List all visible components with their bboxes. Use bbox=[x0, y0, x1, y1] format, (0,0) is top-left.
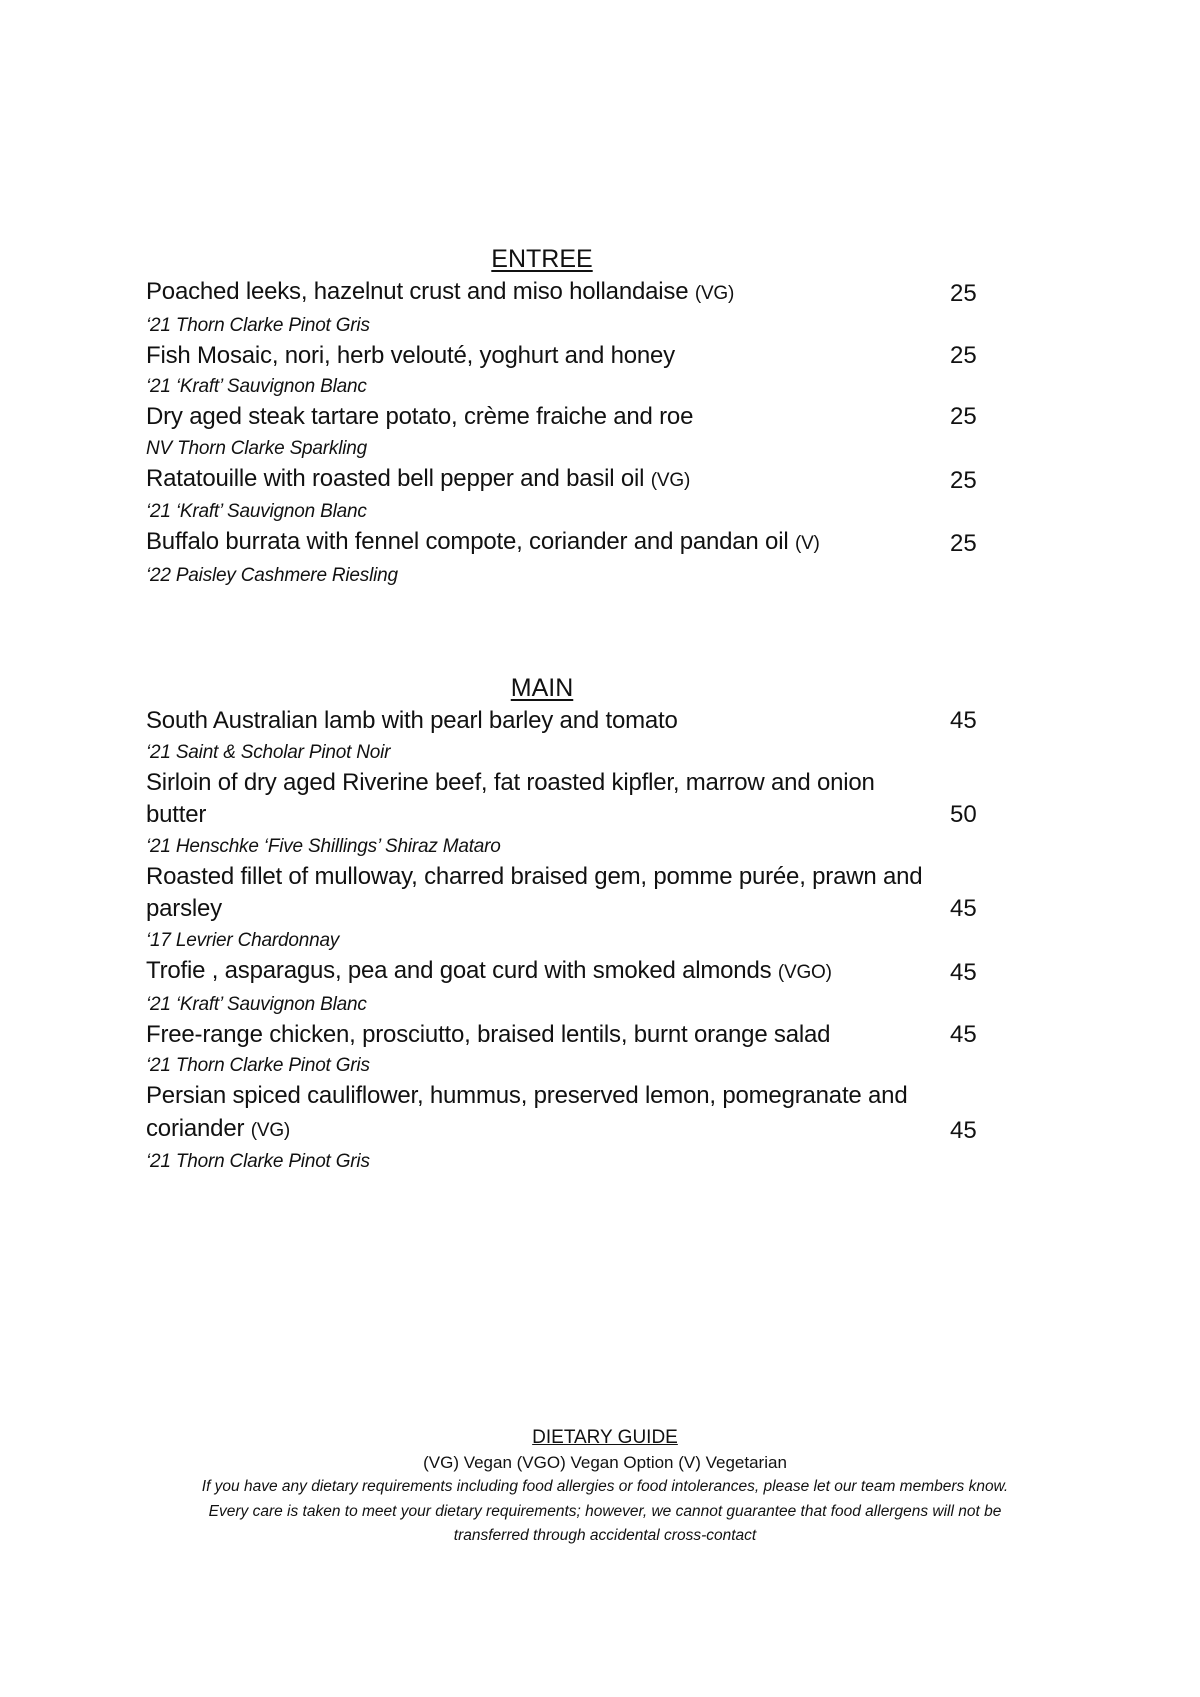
dish-name bbox=[146, 1019, 926, 1052]
wine-pairing: ‘22 Paisley Cashmere Riesling bbox=[146, 564, 398, 586]
menu-item bbox=[146, 401, 1006, 463]
menu-item bbox=[146, 955, 1006, 1019]
wine-pairing: ‘21 Thorn Clarke Pinot Gris bbox=[146, 1151, 370, 1173]
menu-item-line bbox=[146, 955, 1006, 990]
menu-item-line bbox=[146, 705, 1006, 738]
dish-price: 45 bbox=[950, 895, 977, 923]
menu-item-line bbox=[146, 276, 1006, 311]
main-heading: MAIN bbox=[510, 674, 574, 702]
wine-pairing: ‘17 Levrier Chardonnay bbox=[146, 929, 340, 951]
main-section bbox=[146, 672, 1006, 1176]
wine-pairing: NV Thorn Clarke Sparkling bbox=[146, 437, 367, 459]
dish-price: 45 bbox=[950, 1116, 977, 1144]
dish-name bbox=[146, 955, 926, 990]
menu-item bbox=[146, 526, 1006, 590]
dish-price: 25 bbox=[950, 530, 977, 558]
dish-name-text: Poached leeks, hazelnut crust and miso hollandaise bbox=[146, 278, 689, 305]
wine-pairing: ‘21 Thorn Clarke Pinot Gris bbox=[146, 314, 370, 336]
menu-item-line bbox=[146, 526, 1006, 561]
dish-name-text: South Australian lamb with pearl barley and tomato bbox=[146, 707, 678, 734]
dish-name bbox=[146, 276, 926, 311]
menu-item-line bbox=[146, 340, 1006, 373]
dish-name-text: Trofie , asparagus, pea and goat curd with smoked almonds bbox=[146, 956, 772, 984]
dietary-heading: DIETARY GUIDE bbox=[532, 1427, 678, 1448]
dish-name bbox=[146, 526, 926, 561]
entree-section bbox=[146, 243, 1006, 590]
dish-price: 25 bbox=[950, 466, 977, 494]
dish-price: 25 bbox=[950, 403, 977, 431]
dish-name bbox=[146, 401, 926, 434]
wine-pairing: ‘21 ‘Kraft’ Sauvignon Blanc bbox=[146, 376, 367, 398]
dietary-guide bbox=[0, 1426, 1200, 1549]
wine-pairing: ‘21 Saint & Scholar Pinot Noir bbox=[146, 741, 391, 763]
dish-name-text: Roasted fillet of mulloway, charred braised gem, pomme purée, prawn and parsley bbox=[146, 862, 923, 923]
menu-item-line bbox=[146, 1019, 1006, 1052]
dish-price: 45 bbox=[950, 958, 977, 986]
dish-price: 50 bbox=[950, 801, 977, 829]
dish-price: 25 bbox=[950, 341, 977, 369]
dietary-tag: (VG) bbox=[650, 469, 691, 491]
entree-heading: ENTREE bbox=[491, 245, 593, 273]
wine-pairing: ‘21 Thorn Clarke Pinot Gris bbox=[146, 1055, 370, 1077]
dish-name bbox=[146, 767, 926, 832]
dish-price: 45 bbox=[950, 1020, 977, 1048]
dietary-note-line: Every care is taken to meet your dietary requirements; however, we cannot guarantee that food allergens will not be bbox=[208, 1502, 1002, 1520]
dietary-tag: (VGO) bbox=[777, 961, 832, 983]
menu-item bbox=[146, 276, 1006, 340]
dish-name bbox=[146, 340, 926, 373]
dish-name bbox=[146, 705, 926, 738]
menu-item-line bbox=[146, 401, 1006, 434]
dish-price: 25 bbox=[950, 280, 977, 307]
dish-name-text: Ratatouille with roasted bell pepper and basil oil bbox=[146, 464, 645, 492]
wine-pairing: ‘21 ‘Kraft’ Sauvignon Blanc bbox=[146, 501, 367, 523]
menu-item bbox=[146, 767, 1006, 861]
menu-item bbox=[146, 1080, 1006, 1176]
menu-item bbox=[146, 705, 1006, 767]
dish-name-text: Dry aged steak tartare potato, crème fraiche and roe bbox=[146, 403, 694, 431]
dish-name-text: Sirloin of dry aged Riverine beef, fat roasted kipfler, marrow and onion butter bbox=[146, 768, 875, 829]
dish-name bbox=[146, 1080, 926, 1147]
wine-pairing: ‘21 ‘Kraft’ Sauvignon Blanc bbox=[146, 993, 367, 1015]
main-list bbox=[146, 705, 1006, 1176]
menu-item bbox=[146, 1019, 1006, 1081]
menu-item-line bbox=[146, 463, 1006, 498]
dish-name-text: Fish Mosaic, nori, herb velouté, yoghurt and honey bbox=[146, 341, 675, 369]
wine-pairing: ‘21 Henschke ‘Five Shillings’ Shiraz Mataro bbox=[146, 835, 501, 857]
dish-name bbox=[146, 861, 926, 926]
menu-item bbox=[146, 463, 1006, 527]
dish-name-text: Buffalo burrata with fennel compote, coriander and pandan oil bbox=[146, 528, 789, 556]
menu-item-line bbox=[146, 1080, 1006, 1147]
dish-price: 45 bbox=[950, 707, 977, 734]
menu-item bbox=[146, 861, 1006, 955]
dietary-note-line: If you have any dietary requirements including food allergies or food intolerances, please let our team members know. bbox=[201, 1478, 1009, 1495]
menu-item-line bbox=[146, 861, 1006, 926]
dietary-tag: (VG) bbox=[694, 283, 735, 304]
dietary-note-line: transferred through accidental cross-contact bbox=[453, 1527, 757, 1544]
menu-item-line bbox=[146, 767, 1006, 832]
dietary-tag: (VG) bbox=[250, 1119, 291, 1141]
entree-list bbox=[146, 276, 1006, 590]
menu-item bbox=[146, 340, 1006, 402]
dish-name bbox=[146, 463, 926, 498]
dietary-tag: (V) bbox=[794, 533, 820, 555]
dish-name-text: Free-range chicken, prosciutto, braised lentils, burnt orange salad bbox=[146, 1020, 831, 1048]
dish-name-text: Persian spiced cauliflower, hummus, preserved lemon, pomegranate and coriander bbox=[146, 1082, 908, 1142]
dietary-key: (VG) Vegan (VGO) Vegan Option (V) Vegetarian bbox=[423, 1452, 787, 1472]
